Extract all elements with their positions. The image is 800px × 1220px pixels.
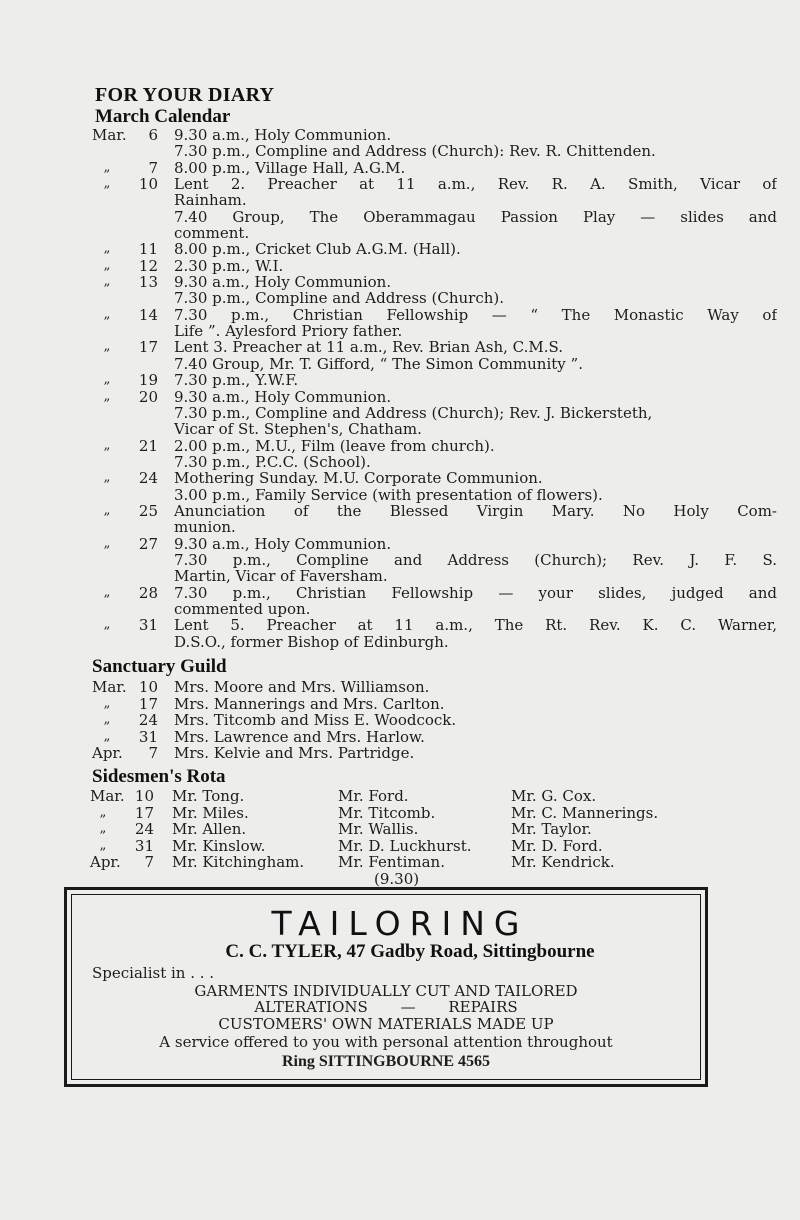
guild-month: „ <box>103 695 111 711</box>
calendar-entry <box>92 501 777 520</box>
advert-line-garments: GARMENTS INDIVIDUALLY CUT AND TAILORED <box>194 982 578 1000</box>
calendar-entry <box>92 583 777 602</box>
calendar-day: 28 <box>138 583 158 602</box>
calendar-text: 9.30 a.m., Holy Communion. <box>174 535 392 552</box>
rota-row <box>90 838 710 855</box>
rota-sidesman-3: Mr. D. Ford. <box>511 836 603 855</box>
calendar-text: 8.00 p.m., Village Hall, A.G.M. <box>174 159 406 177</box>
calendar-entry <box>92 405 692 421</box>
calendar-entry <box>92 487 692 503</box>
calendar-text: Rainham. <box>174 192 247 209</box>
calendar-day: 6 <box>148 126 158 144</box>
calendar-text: Martin, Vicar of Faversham. <box>174 568 388 585</box>
calendar-text: 7.30 p.m., Compline and Address (Church); Rev. J. F. S. <box>174 551 777 569</box>
advert-specialist: Specialist in . . . <box>92 964 215 982</box>
calendar-day: 13 <box>138 273 158 292</box>
rota-sidesman-2: Mr. Wallis. <box>338 820 419 838</box>
guild-month: Apr. <box>92 744 123 763</box>
rota-sidesman-2: Mr. D. Luckhurst. <box>338 836 472 855</box>
calendar-day: 14 <box>138 305 158 324</box>
calendar-text: 8.00 p.m., Cricket Club A.G.M. (Hall). <box>174 241 461 258</box>
rota-month: „ <box>99 837 107 853</box>
calendar-entry <box>92 143 692 159</box>
calendar-entry <box>92 339 692 355</box>
calendar-entry <box>92 470 692 486</box>
rota-row <box>90 788 710 805</box>
calendar-entry <box>92 258 692 274</box>
calendar-month: „ <box>103 159 111 175</box>
calendar-month: „ <box>103 584 111 600</box>
guild-day: 31 <box>138 727 158 746</box>
rota-sidesman-2: Mr. Ford. <box>338 787 409 805</box>
calendar-entry <box>92 421 692 437</box>
march-calendar-heading: March Calendar <box>95 106 231 127</box>
calendar-text: 9.30 a.m., Holy Communion. <box>174 127 392 144</box>
rota-sidesman-2: Mr. Fentiman. <box>338 853 445 871</box>
calendar-entry <box>92 323 692 339</box>
calendar-entry <box>92 160 692 176</box>
calendar-month: „ <box>103 388 111 404</box>
calendar-month: „ <box>103 339 111 355</box>
calendar-entry <box>92 225 692 241</box>
calendar-text: munion. <box>174 519 236 536</box>
calendar-entry <box>92 519 692 535</box>
calendar-month: „ <box>103 437 111 453</box>
calendar-text: 7.30 p.m., Compline and Address (Church). <box>174 290 505 307</box>
guild-names: Mrs. Titcomb and Miss E. Woodcock. <box>174 712 457 729</box>
guild-month: Mar. <box>92 678 127 696</box>
calendar-entry <box>92 601 692 617</box>
calendar-month: „ <box>103 176 111 192</box>
calendar-entry <box>92 536 692 552</box>
rota-row <box>90 821 710 838</box>
calendar-month: „ <box>103 274 111 290</box>
calendar-text: Life ”. Aylesford Priory father. <box>174 323 403 340</box>
rota-row <box>90 805 710 822</box>
guild-day: 17 <box>138 694 158 713</box>
calendar-day: 27 <box>138 534 158 553</box>
sidesmen-rota-heading: Sidesmen's Rota <box>92 766 226 787</box>
calendar-text: commented upon. <box>174 600 311 618</box>
guild-entry <box>92 679 542 696</box>
calendar-text: Lent 5. Preacher at 11 a.m., The Rt. Rev. K. C. Warner, <box>174 617 777 634</box>
calendar-text: 7.30 p.m., P.C.C. (School). <box>174 453 371 471</box>
calendar-entry <box>92 438 692 454</box>
rota-month: Apr. <box>90 853 121 871</box>
sanctuary-guild-heading: Sanctuary Guild <box>92 656 227 677</box>
advert-dash: — <box>400 998 416 1016</box>
calendar-entry <box>92 568 692 584</box>
calendar-month: „ <box>103 241 111 257</box>
diary-heading: FOR YOUR DIARY <box>95 84 275 106</box>
calendar-entry <box>92 356 692 372</box>
rota-month: „ <box>99 804 107 820</box>
rota-sidesman-1: Mr. Allen. <box>172 820 247 838</box>
rota-month: „ <box>99 821 107 836</box>
advert-title: TAILORING <box>271 904 529 943</box>
calendar-text: 7.30 p.m., Christian Fellowship — your slides, judged and <box>174 584 777 601</box>
calendar-entry <box>92 241 692 257</box>
calendar-day: 19 <box>138 371 158 390</box>
calendar-month: „ <box>103 502 111 518</box>
guild-entry <box>92 696 542 713</box>
advert-alterations: ALTERATIONS <box>254 998 368 1016</box>
calendar-day: 24 <box>138 469 158 488</box>
calendar-month: „ <box>103 535 111 551</box>
calendar-text: D.S.O., former Bishop of Edinburgh. <box>174 633 449 650</box>
advert-line-materials: CUSTOMERS' OWN MATERIALS MADE UP <box>218 1015 554 1033</box>
calendar-entry <box>92 305 777 324</box>
guild-day: 7 <box>148 744 158 763</box>
calendar-day: 10 <box>138 175 158 194</box>
calendar-month: „ <box>103 257 111 273</box>
rota-sidesman-3: Mr. Taylor. <box>511 820 592 838</box>
calendar-entry <box>92 551 777 569</box>
calendar-day: 25 <box>138 501 158 520</box>
calendar-month: „ <box>103 372 111 388</box>
advert-subtitle: C. C. TYLER, 47 Gadby Road, Sittingbourne <box>225 941 595 962</box>
calendar-entry <box>92 372 692 388</box>
rota-sidesman-1: Mr. Miles. <box>172 803 249 822</box>
march-calendar-list <box>92 126 777 650</box>
calendar-day: 11 <box>138 240 158 259</box>
calendar-text: 3.00 p.m., Family Service (with presentation of flowers). <box>174 486 603 503</box>
guild-entry <box>92 712 542 729</box>
rota-day: 31 <box>134 836 154 855</box>
calendar-entry <box>92 274 692 290</box>
guild-month: „ <box>103 712 111 728</box>
guild-names: Mrs. Moore and Mrs. Williamson. <box>174 679 430 696</box>
calendar-entry <box>92 290 692 306</box>
calendar-text: 9.30 a.m., Holy Communion. <box>174 388 392 405</box>
rota-day: 17 <box>134 803 154 822</box>
guild-day: 10 <box>138 678 158 696</box>
advert-phone: Ring SITTINGBOURNE 4565 <box>281 1053 491 1070</box>
calendar-text: 7.40 Group, Mr. T. Gifford, “ The Simon Community ”. <box>174 355 583 373</box>
rota-sidesman-3: Mr. C. Mannerings. <box>511 803 659 822</box>
advert-line-alterations <box>64 998 708 1016</box>
calendar-day: 7 <box>148 158 158 177</box>
calendar-month: „ <box>103 617 111 633</box>
calendar-text: Anunciation of the Blessed Virgin Mary. No Holy Com- <box>174 502 777 520</box>
rota-day: 10 <box>134 787 154 805</box>
calendar-entry <box>92 454 692 470</box>
rota-row <box>90 854 710 871</box>
calendar-entry <box>92 175 777 194</box>
calendar-month: Mar. <box>92 126 127 144</box>
guild-names: Mrs. Mannerings and Mrs. Carlton. <box>174 695 445 713</box>
calendar-entry <box>92 634 692 650</box>
calendar-text: Lent 3. Preacher at 11 a.m., Rev. Brian Ash, C.M.S. <box>174 339 564 356</box>
calendar-text: 9.30 a.m., Holy Communion. <box>174 274 392 291</box>
advert-repairs: REPAIRS <box>448 998 518 1016</box>
calendar-text: 7.30 p.m., Y.W.F. <box>174 372 299 389</box>
rota-sidesman-1: Mr. Tong. <box>172 787 245 805</box>
calendar-entry <box>92 192 692 208</box>
calendar-text: Lent 2. Preacher at 11 a.m., Rev. R. A. Smith, Vicar of <box>174 176 777 193</box>
calendar-text: comment. <box>174 225 250 242</box>
calendar-text: 7.40 Group, The Oberammagau Passion Play — slides and <box>174 208 777 226</box>
calendar-month: „ <box>103 470 111 486</box>
rota-row <box>90 871 710 888</box>
rota-sidesman-3: Mr. G. Cox. <box>511 787 597 805</box>
sanctuary-guild-list <box>92 679 542 762</box>
guild-month: „ <box>103 728 111 744</box>
advert-line-service: A service offered to you with personal attention throughout <box>159 1033 613 1051</box>
calendar-month: „ <box>103 306 111 322</box>
calendar-entry <box>92 616 777 635</box>
calendar-day: 31 <box>138 616 158 635</box>
calendar-entry <box>92 127 692 143</box>
guild-names: Mrs. Kelvie and Mrs. Partridge. <box>174 745 415 762</box>
guild-names: Mrs. Lawrence and Mrs. Harlow. <box>174 728 425 746</box>
calendar-day: 20 <box>138 387 158 406</box>
rota-sidesman-2: (9.30) <box>374 869 420 888</box>
calendar-entry <box>92 208 777 226</box>
calendar-day: 12 <box>138 256 158 275</box>
guild-entry <box>92 729 542 746</box>
calendar-text: Vicar of St. Stephen's, Chatham. <box>174 421 422 438</box>
rota-sidesman-1: Mr. Kinslow. <box>172 836 266 855</box>
calendar-text: 7.30 p.m., Compline and Address (Church): Rev. R. Chittenden. <box>174 143 656 160</box>
guild-day: 24 <box>138 711 158 730</box>
rota-sidesman-2: Mr. Titcomb. <box>338 803 436 822</box>
rota-sidesman-3: Mr. Kendrick. <box>511 853 615 871</box>
rota-day: 7 <box>144 853 154 871</box>
guild-entry <box>92 745 542 762</box>
calendar-entry <box>92 389 692 405</box>
calendar-day: 21 <box>138 436 158 455</box>
calendar-text: 7.30 p.m., Compline and Address (Church); Rev. J. Bickersteth, <box>174 404 653 422</box>
rota-month: Mar. <box>90 787 125 805</box>
rota-sidesman-1: Mr. Kitchingham. <box>172 853 305 871</box>
sidesmen-rota-table <box>90 788 710 887</box>
calendar-text: 7.30 p.m., Christian Fellowship — “ The Monastic Way of <box>174 306 777 324</box>
calendar-text: 2.30 p.m., W.I. <box>174 257 284 275</box>
calendar-text: 2.00 p.m., M.U., Film (leave from church). <box>174 437 495 454</box>
calendar-text: Mothering Sunday. M.U. Corporate Communion. <box>174 470 543 487</box>
calendar-day: 17 <box>138 338 158 357</box>
rota-day: 24 <box>134 820 154 838</box>
